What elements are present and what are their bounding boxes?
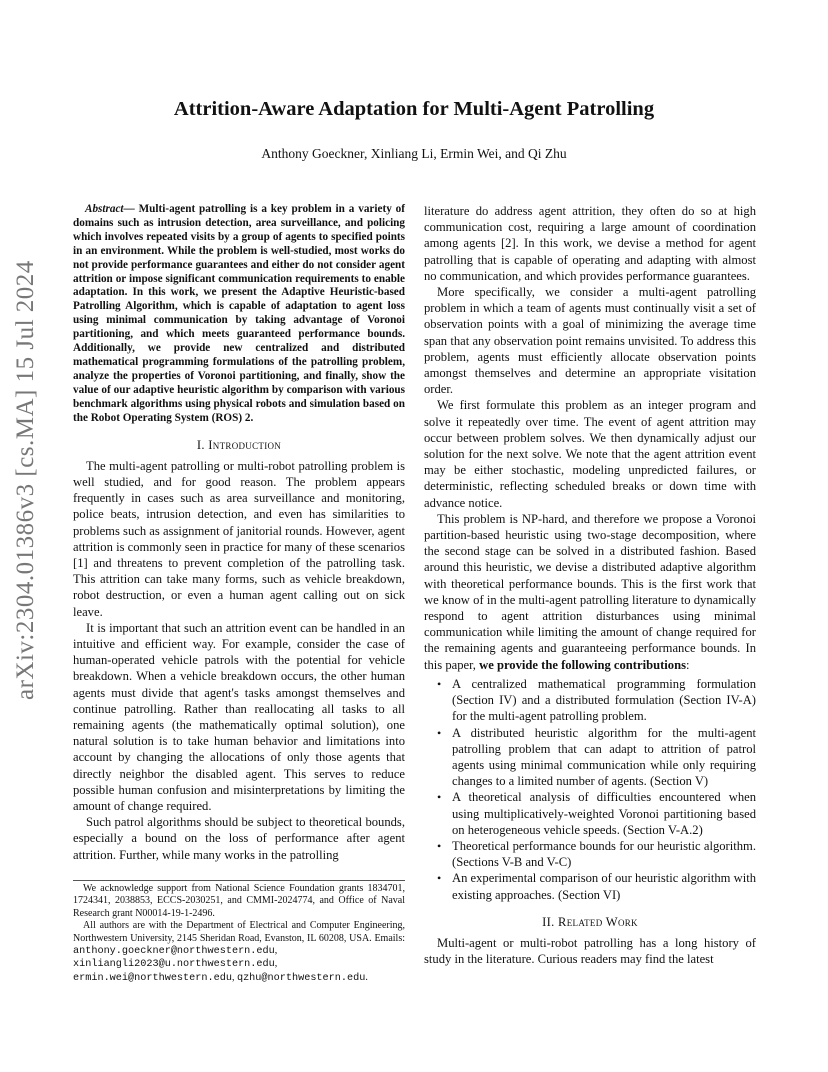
bullet-icon: • (437, 838, 442, 853)
intro-paragraph-4: More specifically, we consider a multi-agent patrolling problem in which a team of agents must continually visit a set of observation points with a goal of minimizing the average time span that any observation point remains unvisited. To address this problem, agents must efficiently allocate observation points amongst themselves and determine an appropriate visitation order. (424, 285, 756, 397)
contrib-lead-colon: : (685, 657, 690, 672)
contribution-text: A distributed heuristic algorithm for the multi-agent patrolling problem that can adapt to attrition of patrol agents using minimal communication while only requiring changes to a limited number of agents. (Section V) (452, 725, 756, 789)
contributions-list (424, 676, 756, 903)
contrib-lead-text: This problem is NP-hard, and therefore we propose a Voronoi partition-based heuristic using two-stage decomposition, where the second stage can be solved in a distributed fashion. Based around this heuristic, we devise a distributed adaptive algorithm with theoretical performance bounds. This is the first work that we know of in the multi-agent patrolling literature to dynamically respond to agent attrition disturbances using minimal communication while limiting the amount of change required for the remaining agents and guaranteeing performance bounds. In this paper, (424, 511, 756, 672)
list-item (437, 789, 756, 838)
list-item (437, 870, 756, 902)
contribution-text: A theoretical analysis of difficulties encountered when using multiplicatively-weighted Voronoi partitioning based on heterogeneous vehicle speeds. (Section V-A.2) (452, 790, 756, 837)
right-column (424, 203, 756, 967)
bullet-icon: • (437, 676, 442, 691)
related-paragraph-1: Multi-agent or multi-robot patrolling has a long history of study in the literature. Curious readers may find the latest (424, 935, 756, 967)
section-heading-related-work: II. Related Work (542, 914, 638, 929)
contribution-text: A centralized mathematical programming formulation (Section IV) and a distributed formulation (Section IV-A) for the multi-agent patrolling problem. (452, 676, 756, 724)
footnotes (73, 880, 405, 985)
intro-paragraph-5: We first formulate this problem as an integer program and solve it repeatedly over time. The event of agent attrition may occur between problem solves. We then dynamically adjust our solution for the next solve. We note that the agent attrition event may be either stochastic, modeling unpredicted failures, or deterministic, reflecting scheduled breaks or down time with advance notice. (424, 398, 756, 510)
bullet-icon: • (437, 725, 442, 740)
intro-paragraph-2: It is important that such an attrition event can be handled in an intuitive and efficient way. For example, consider the case of human-operated vehicle patrols with the potential for vehicle breakdown. When a vehicle breakdown occurs, the other human agents must divide that agent's tasks amongst themselves and continue patrolling. Rather than reallocating all tasks to all remaining agents (the mathematically optimal solution), one natural solution is to take human behavior and limitations into account by changing the allocations of only those agents that directly neighbor the disabled agent. This serves to reduce possible human confusion and misinterpretations by limiting the amount of change required. (73, 620, 405, 813)
list-item (437, 676, 756, 725)
abstract (73, 203, 405, 426)
email-link[interactable]: xinliangli2023@u.northwestern.edu (73, 959, 275, 971)
email-link[interactable]: qzhu@northwestern.edu (236, 972, 366, 984)
list-item (437, 725, 756, 790)
author-list: Anthony Goeckner, Xinliang Li, Ermin Wei, and Qi Zhu (261, 146, 567, 161)
bullet-icon: • (437, 871, 442, 886)
email-link[interactable]: anthony.goeckner@northwestern.edu (73, 946, 275, 958)
contribution-text: Theoretical performance bounds for our heuristic algorithm. (Sections V-B and V-C) (452, 838, 756, 870)
intro-paragraph-3-continued: literature do address agent attrition, they often do so at high communication cost, requiring a large amount of coordination among agents [2]. In this work, we devise a method for agent patrolling that is capable of operating and adapting with almost no communication, and which provides performance guarantees. (424, 204, 756, 283)
footnote-funding: We acknowledge support from National Science Foundation grants 1834701, 1724341, 2038853, ECCS-2030251, and CMMI-2024774, and Office of Naval Research grant N00014-19-1-2496. (73, 880, 405, 920)
arxiv-identifier: arXiv:2304.01386v3 [cs.MA] 15 Jul 2024 (12, 260, 39, 700)
abstract-text: — Multi-agent patrolling is a key problem in a variety of domains such as intrusion detection, area surveillance, and policing which involves repeated visits by a group of agents to specified points in an environment. While the problem is well-studied, most works do not provide performance guarantees and either do not consider agent attrition or impose significant communication requirements to enable adaptation. In this work, we present the Adaptive Heuristic-based Patrolling Algorithm, which is capable of adaptation to agent loss using minimal communication by taking advantage of Voronoi partitioning, and which meets guaranteed performance bounds. Additionally, we provide new centralized and distributed mathematical programming formulations of the patrolling problem, analyze the properties of Voronoi partitioning, and finally, show the value of our adaptive heuristic algorithm by comparison with various benchmark algorithms using physical robots and simulation based on the Robot Operating System (ROS) 2. (73, 203, 405, 424)
email-link[interactable]: ermin.wei@northwestern.edu (73, 972, 232, 984)
paper-title: Attrition-Aware Adaptation for Multi-Agent Patrolling (173, 98, 655, 120)
list-item (437, 838, 756, 870)
intro-paragraph-6 (424, 511, 756, 673)
contrib-lead-bold: we provide the following contributions (479, 657, 686, 672)
footnote-affiliation: All authors are with the Department of Electrical and Computer Engineering, Northwestern University, 2145 Sheridan Road, Evanston, IL 60208, USA. Emails: anthony.goeckner@northwestern.edu, xinliangli2023@u.northwestern.edu, ermin.wei@northwestern.edu, qzhu@northwestern.edu. (73, 920, 405, 984)
intro-paragraph-3: Such patrol algorithms should be subject to theoretical bounds, especially a bound on the loss of performance after agent attrition. Further, while many works in the patrolling (73, 815, 405, 862)
section-heading-introduction: I. Introduction (196, 437, 282, 452)
bullet-icon: • (437, 790, 442, 805)
contribution-text: An experimental comparison of our heuristic algorithm with existing approaches. (Section VI) (452, 871, 756, 902)
affiliation-text: All authors are with the Department of Electrical and Computer Engineering, Northwestern University, 2145 Sheridan Road, Evanston, IL 60208, USA. Emails: (73, 920, 405, 944)
intro-paragraph-1: The multi-agent patrolling or multi-robot patrolling problem is well studied, and for good reason. The problem appears frequently in cases such as area surveillance and monitoring, police beats, intrusion detection, and even has similarities to problems such as assignment of janitorial rounds. However, agent attrition is commonly seen in practice for many of these scenarios [1] and threatens to prevent completion of the patrolling task. This attrition can take many forms, such as vehicle breakdown, robot destruction, or even a human agent calling out on sick leave. (73, 458, 405, 619)
left-column (73, 203, 405, 863)
abstract-label: Abstract (85, 203, 124, 215)
